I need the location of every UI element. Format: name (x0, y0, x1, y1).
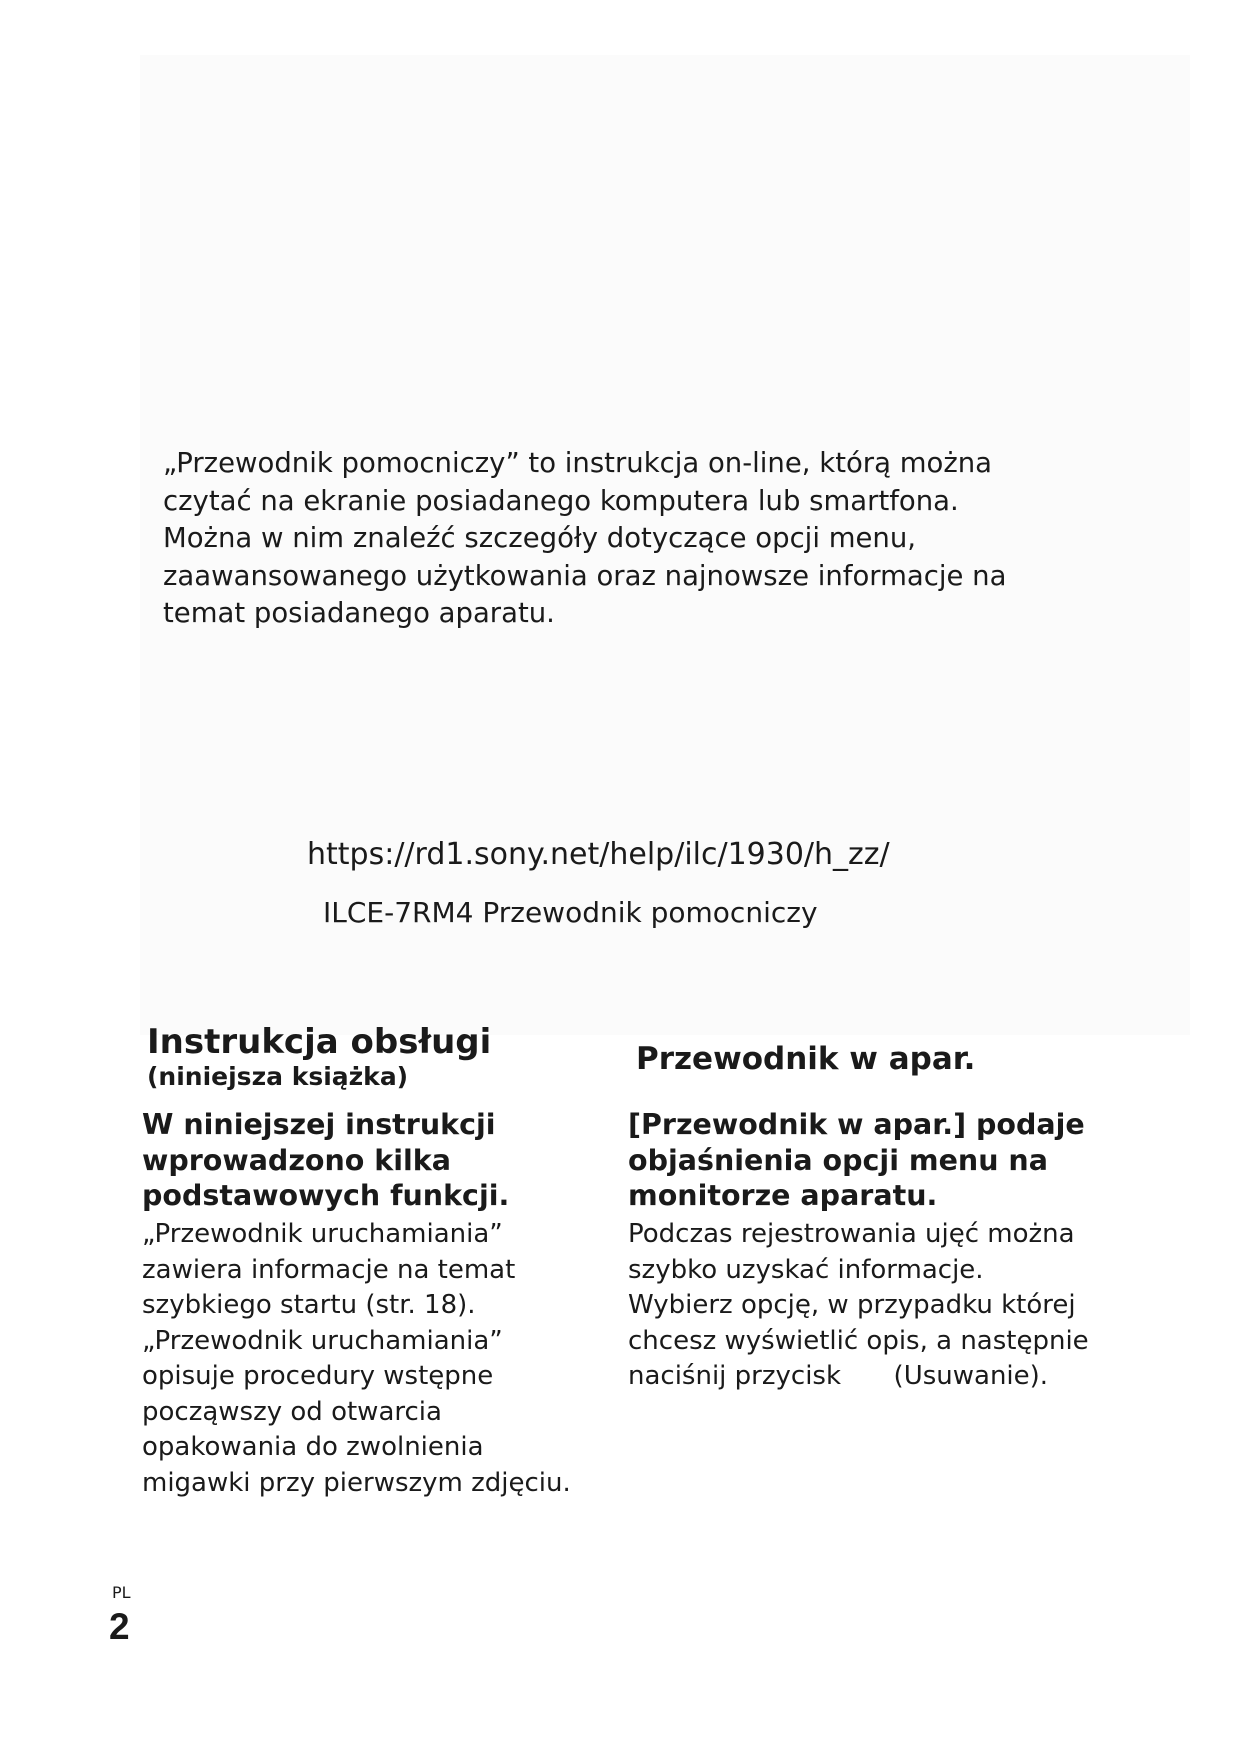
body-line: „Przewodnik uruchamiania” (142, 1325, 503, 1356)
body-line (628, 1359, 1148, 1395)
right-column-title: Przewodnik w apar. (636, 1041, 976, 1077)
left-column-body (142, 1217, 662, 1501)
body-line: chcesz wyświetlić opis, a następnie (628, 1325, 1089, 1356)
body-line: „Przewodnik uruchamiania” (142, 1219, 503, 1249)
intro-paragraph (163, 445, 1063, 633)
headline-line: [Przewodnik w apar.] podaje (628, 1108, 1085, 1141)
right-column-headline (628, 1107, 1168, 1214)
body-line: szybko uzyskać informacje. (628, 1254, 984, 1285)
headline-line: W niniejszej instrukcji (142, 1108, 496, 1141)
body-line: opakowania do zwolnienia (142, 1432, 484, 1462)
left-column-title: Instrukcja obsługi (147, 1022, 492, 1062)
intro-line: czytać na ekranie posiadanego komputera lub smartfona. (163, 484, 959, 517)
right-column-body (628, 1217, 1148, 1395)
left-column-headline (142, 1107, 682, 1214)
intro-line: temat posiadanego aparatu. (163, 597, 555, 629)
body-line: Wybierz opcję, w przypadku której (628, 1290, 1076, 1320)
body-line: zawiera informacje na temat (142, 1254, 516, 1285)
headline-line: monitorze aparatu. (628, 1179, 938, 1212)
body-line: opisuje procedury wstępne (142, 1361, 494, 1391)
headline-line: wprowadzono kilka (142, 1143, 451, 1177)
intro-line: zaawansowanego użytkowania oraz najnowsze informacje na (163, 559, 1007, 592)
intro-line: Można w nim znaleźć szczegóły dotyczące opcji menu, (163, 522, 917, 554)
left-column-subtitle: (niniejsza książka) (147, 1062, 409, 1091)
body-line: szybkiego startu (str. 18). (142, 1290, 476, 1320)
language-code: PL (112, 1583, 131, 1602)
headline-line: podstawowych funkcji. (142, 1179, 510, 1212)
body-line: migawki przy pierwszym zdjęciu. (142, 1467, 571, 1498)
body-line-after-icon: (Usuwanie). (893, 1361, 1049, 1391)
help-guide-name: ILCE-7RM4 Przewodnik pomocniczy (323, 896, 818, 929)
intro-line: „Przewodnik pomocniczy” to instrukcja on-line, którą można (163, 447, 993, 479)
body-line: począwszy od otwarcia (142, 1396, 442, 1427)
body-line: Podczas rejestrowania ujęć można (628, 1219, 1075, 1249)
help-guide-url[interactable]: https://rd1.sony.net/help/ilc/1930/h_zz/ (307, 837, 890, 872)
body-line-before-icon: naciśnij przycisk (628, 1361, 842, 1391)
headline-line: objaśnienia opcji menu na (628, 1143, 1048, 1177)
page-number: 2 (109, 1606, 130, 1647)
